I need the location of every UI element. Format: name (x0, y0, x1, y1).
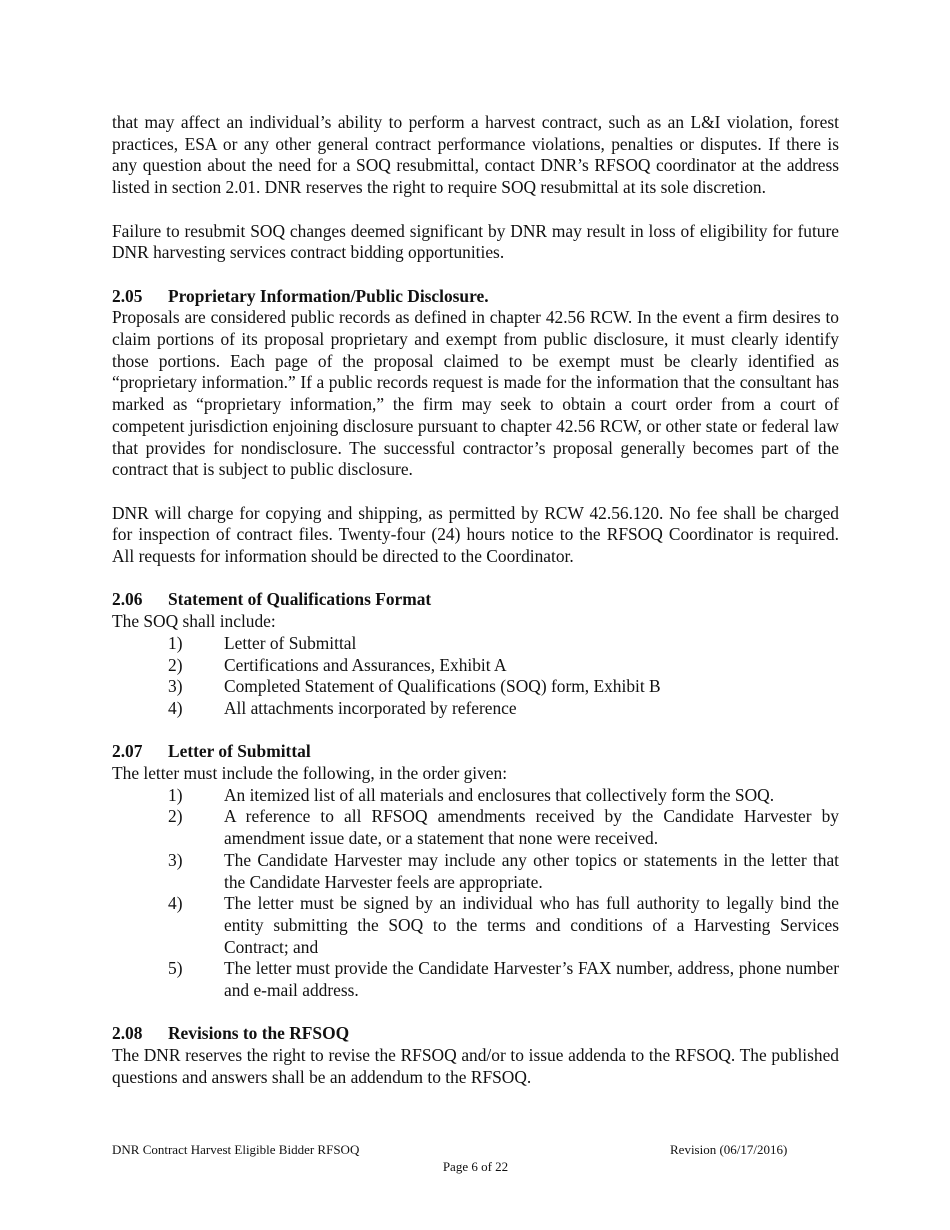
list-text: The letter must provide the Candidate Harvester’s FAX number, address, phone number and e-mail address. (224, 958, 839, 1001)
section-2-06-heading (112, 589, 839, 611)
section-title: Revisions to the RFSOQ (168, 1023, 350, 1044)
list-item (112, 655, 839, 677)
list-number: 1) (168, 632, 183, 653)
list-item (112, 698, 839, 720)
list-item (112, 633, 839, 655)
list-number: 1) (168, 784, 183, 805)
failure-paragraph: Failure to resubmit SOQ changes deemed significant by DNR may result in loss of eligibility for future DNR harvesting services contract bidding opportunities. (112, 220, 839, 263)
section-2-06-intro: The SOQ shall include: (112, 611, 276, 632)
list-text: Completed Statement of Qualifications (SOQ) form, Exhibit B (224, 676, 661, 697)
footer-document-name: DNR Contract Harvest Eligible Bidder RFSOQ (112, 1142, 360, 1157)
footer-revision: Revision (06/17/2016) (670, 1142, 788, 1157)
list-text: A reference to all RFSOQ amendments received by the Candidate Harvester by amendment issue date, or a statement that none were received. (224, 806, 839, 849)
section-title: Letter of Submittal (168, 741, 311, 762)
section-2-08-heading (112, 1023, 839, 1045)
letter-requirements-list (112, 785, 839, 1002)
section-number: 2.08 (112, 1023, 143, 1044)
list-text: Letter of Submittal (224, 632, 357, 653)
list-text: An itemized list of all materials and enclosures that collectively form the SOQ. (224, 784, 775, 805)
soq-contents-list (112, 633, 839, 720)
section-title: Proprietary Information/Public Disclosure. (168, 285, 489, 306)
section-number: 2.07 (112, 741, 143, 762)
list-item (112, 893, 839, 958)
section-2-05-paragraph-2: DNR will charge for copying and shipping, as permitted by RCW 42.56.120. No fee shall be charged for inspection of contract files. Twenty-four (24) hours notice to the RFSOQ Coordinator is required. All requests for information should be directed to the Coordinator. (112, 502, 839, 567)
footer-page-number: Page 6 of 22 (442, 1159, 509, 1174)
list-text: The Candidate Harvester may include any other topics or statements in the letter that the Candidate Harvester feels are appropriate. (224, 849, 839, 892)
section-2-08-paragraph: The DNR reserves the right to revise the RFSOQ and/or to issue addenda to the RFSOQ. The published questions and answers shall be an addendum to the RFSOQ. (112, 1045, 839, 1087)
list-number: 4) (168, 893, 183, 914)
list-item (112, 785, 839, 807)
list-item (112, 958, 839, 1001)
list-item (112, 806, 839, 849)
section-2-07-heading (112, 741, 839, 763)
list-number: 2) (168, 806, 183, 827)
section-2-05-paragraph-1: Proposals are considered public records as defined in chapter 42.56 RCW. In the event a firm desires to claim portions of its proposal proprietary and exempt from public disclosure, it must clearly identify those portions. Each page of the proposal claimed to be exempt must be clearly identified as “proprietary information.” If a public records request is made for the information that the consultant has marked as “proprietary information,” the firm may seek to obtain a court order from a court of competent jurisdiction enjoining disclosure pursuant to chapter 42.56 RCW, or other state or federal law that provides for nondisclosure. The successful contractor’s proposal generally becomes part of the contract that is subject to public disclosure. (112, 307, 839, 480)
list-text: Certifications and Assurances, Exhibit A (224, 654, 507, 675)
section-title: Statement of Qualifications Format (168, 589, 432, 610)
list-text: The letter must be signed by an individual who has full authority to legally bind the entity submitting the SOQ to the terms and conditions of a Harvesting Services Contract; and (224, 893, 839, 957)
list-number: 3) (168, 676, 183, 697)
page-content (112, 112, 839, 1089)
section-2-07-intro: The letter must include the following, in the order given: (112, 763, 508, 784)
list-text: All attachments incorporated by reference (224, 697, 517, 718)
intro-paragraph: that may affect an individual’s ability to perform a harvest contract, such as an L&I violation, forest practices, ESA or any other general contract performance violations, penalties or disputes. If there is any question about the need for a SOQ resubmittal, contact DNR’s RFSOQ coordinator at the address listed in section 2.01. DNR reserves the right to require SOQ resubmittal at its sole discretion. (112, 112, 839, 198)
list-item (112, 676, 839, 698)
list-item (112, 850, 839, 893)
section-2-05-heading (112, 286, 839, 308)
list-number: 2) (168, 654, 183, 675)
section-number: 2.06 (112, 589, 143, 610)
list-number: 5) (168, 958, 183, 979)
section-number: 2.05 (112, 285, 143, 306)
list-number: 4) (168, 697, 183, 718)
list-number: 3) (168, 849, 183, 870)
